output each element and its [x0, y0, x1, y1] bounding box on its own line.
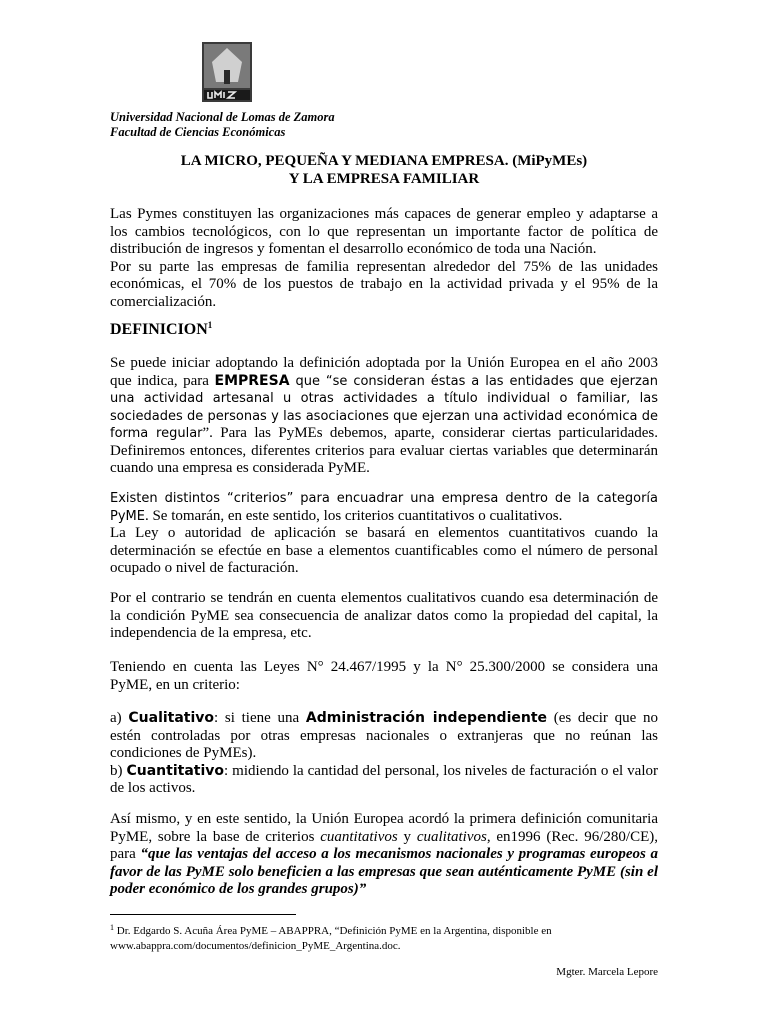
quantitative-label: Cuantitativo: [126, 762, 225, 779]
institution-header: [110, 110, 335, 140]
title-line-2: Y LA EMPRESA FAMILIAR: [288, 171, 480, 187]
laws-text: Teniendo en cuenta las Leyes N° 24.467/1995 y la N° 25.300/2000 se considera una PyME, en un criterio:: [110, 659, 658, 693]
section-heading-text: DEFINICION: [110, 321, 208, 338]
criteria-text-2: . Se tomarán, en este sentido, los criterios cuantitativos o cualitativos.: [144, 507, 563, 524]
laws-paragraph: [110, 659, 658, 694]
list-item-qualitative: a) Cualitativo: si tiene una Administración independiente (es decir que no estén controladas por otras empresas nacionales o extranjeras que no reúnan las condiciones de PyMEs).: [110, 710, 658, 761]
contrary-paragraph: [110, 590, 658, 643]
definition-text-2: que: [289, 373, 326, 389]
footnote-divider: [110, 914, 296, 915]
definition-quote: “se consideran éstas a las entidades que ejerzan una actividad artesanal u otras actividades a título individual o familiar, las sociedades de personas y las asociaciones que ejerzan una actividad económica de forma regular: [110, 373, 658, 441]
criteria-text-3: La Ley o autoridad de aplicación se basará en elementos cuantitativos cuando la determinación se efectúe en base a elementos cuantificables como el número de personal ocupado o nivel de facturación.: [110, 525, 658, 576]
intro-section: [110, 206, 658, 311]
criteria-text-1: Existen distintos “criterios” para encuadrar una empresa dentro de la categoría PyME: [110, 491, 658, 524]
title-line-1: LA MICRO, PEQUEÑA Y MEDIANA EMPRESA. (MiPyMEs): [180, 153, 588, 169]
document-title: [110, 152, 658, 188]
university-logo: [202, 42, 252, 102]
footnote-text: Dr. Edgardo S. Acuña Área PyME – ABAPPRA, “Definición PyME en la Argentina, disponible en www.abappra.com/documentos/definicion_PyME_Argentina.doc.: [110, 925, 552, 952]
independent-admin: Administración independiente: [305, 710, 548, 726]
intro-paragraph-1: Las Pymes constituyen las organizaciones más capaces de generar empleo y adaptarse a los cambios tecnológicos, con lo que representan un importante factor de política de distribución de ingresos y fomentan el desarrollo económico de toda una Nación.: [110, 206, 658, 257]
definition-paragraph: [110, 355, 658, 478]
eu-paragraph: Así mismo, y en este sentido, la Unión Europea acordó la primera definición comunitaria PyME, sobre la base de criterios cuantitativos y cualitativos, en1996 (Rec. 96/280/CE), para “que las ventajas del acceso a los mecanismos nacionales y programas europeos a favor de las PyME solo beneficien a las empresas que sean auténticamente PyME (sin el poder económico de los grandes grupos)”: [110, 811, 658, 897]
university-name: Universidad Nacional de Lomas de Zamora: [110, 110, 335, 124]
author-name: Mgter. Marcela Lepore: [556, 966, 658, 978]
criteria-list: [110, 710, 658, 798]
section-heading: [110, 320, 212, 339]
faculty-name: Facultad de Ciencias Económicas: [110, 125, 286, 139]
footnote-reference: 1: [207, 320, 213, 330]
definition-text-1: Se puede iniciar adoptando la definición adoptada por la Unión Europea en el año 2003 que indica, para: [110, 355, 658, 389]
footnote: $^1$ Dr. Edgardo S. Acuña Área PyME – ABAPPRA, “Definición PyME en la Argentina, disponible en www.abappra.com/documentos/definicion_PyME_Argentina.doc.: [110, 923, 552, 952]
definition-empresa: EMPRESA: [214, 372, 290, 389]
eu-quote: “que las ventajas del acceso a los mecanismos nacionales y programas europeos a favor de las PyME solo beneficien a las empresas que sean auténticamente PyME (sin el poder económico de los grandes grupos)”: [110, 846, 658, 897]
list-item-quantitative: b) Cuantitativo: midiendo la cantidad del personal, los niveles de facturación o el valor de los activos.: [110, 762, 658, 796]
definition-text-3: ”. Para las PyMEs debemos, aparte, considerar ciertas particularidades. Definiremos entonces, diferentes criterios para evaluar ciertas variables que determinarán cuando una empresa es considerada PyME.: [110, 425, 658, 476]
intro-paragraph-2: Por su parte las empresas de familia representan alrededor del 75% de las unidades económicas, el 70% de los puestos de trabajo en la actividad privada y el 95% de la comercialización.: [110, 258, 658, 310]
qualitative-label: Cualitativo: [128, 710, 215, 726]
criteria-section: [110, 490, 658, 578]
contrary-text: Por el contrario se tendrán en cuenta elementos cualitativos cuando esa determinación de la condición PyME sea consecuencia de analizar datos como la propiedad del capital, la independencia de la empresa, etc.: [110, 590, 658, 641]
